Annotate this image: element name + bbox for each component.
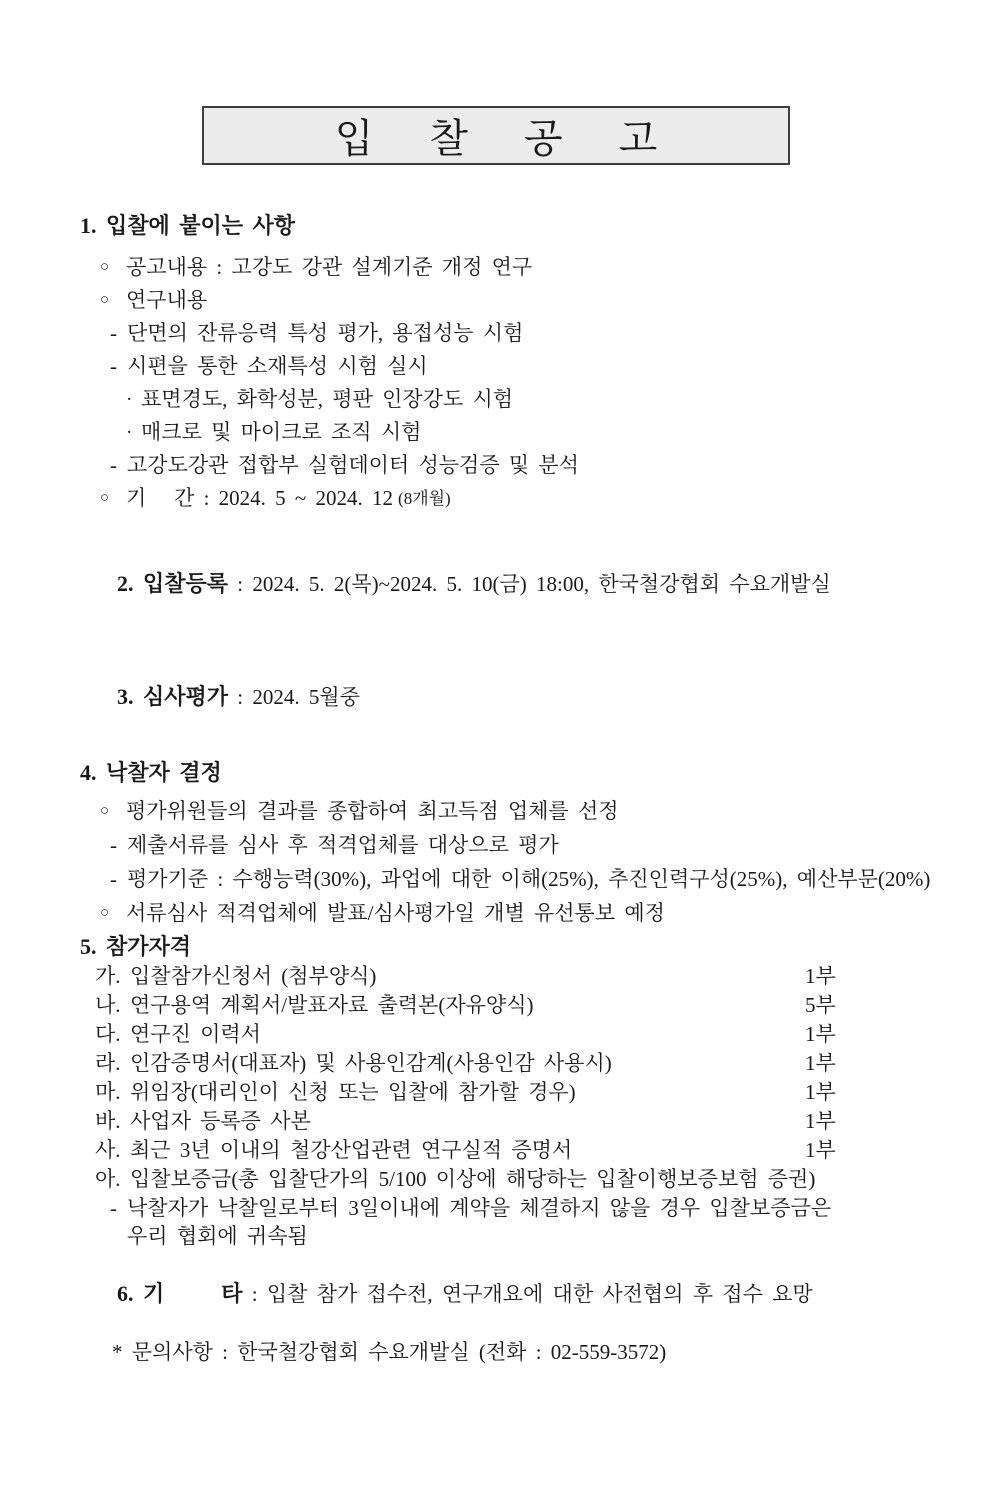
title-box [202, 106, 790, 165]
dash-bullet: - [110, 1196, 117, 1220]
list-item-text: 제출서류를 심사 후 적격업체를 대상으로 평가 [127, 833, 559, 857]
list-item-text: 연구내용 [126, 288, 208, 312]
list-item-text: 시편을 통한 소재특성 시험 실시 [127, 354, 428, 378]
row-label: 바. [95, 1109, 121, 1133]
note-text: 낙찰자가 낙찰일로부터 3일이내에 계약을 체결하지 않을 경우 입찰보증금은 [127, 1196, 832, 1220]
circle-bullet: ○ [100, 905, 110, 921]
dot-bullet: · [126, 389, 133, 410]
section-2-line [80, 534, 952, 634]
dash-bullet: - [110, 453, 117, 477]
row-label: 다. [95, 1022, 121, 1046]
dash-bullet: - [110, 867, 117, 891]
row-text: 입찰보증금(총 입찰단가의 5/100 이상에 해당하는 입찰이행보증보험 증권) [130, 1167, 816, 1191]
section-6-line [80, 1250, 952, 1338]
requirement-row [95, 991, 952, 1020]
list-item-text: 서류심사 적격업체에 발표/심사평가일 개별 유선통보 예정 [126, 901, 665, 925]
section-5-list [80, 962, 952, 1250]
deposit-note-line-2: 우리 협회에 귀속됨 [127, 1224, 308, 1248]
row-copies: 1부 [805, 1051, 836, 1075]
section-2-value: : 2024. 5. 2(목)~2024. 5. 10(금) 18:00, 한국철강협회 수요개발실 [228, 572, 831, 596]
section-2-label: 2. 입찰등록 [117, 571, 229, 596]
list-item [110, 449, 952, 482]
row-copies: 5부 [805, 993, 836, 1017]
list-item [100, 482, 952, 515]
row-label: 가. [95, 964, 121, 988]
circle-bullet: ○ [100, 803, 110, 819]
row-copies: 1부 [805, 1080, 836, 1104]
list-item-text: 매크로 및 마이크로 조직 시험 [141, 420, 422, 444]
list-item [100, 896, 952, 930]
section-1-list [80, 251, 952, 515]
row-copies: 1부 [805, 1022, 836, 1046]
list-item [110, 828, 952, 862]
section-1-heading: 1. 입찰에 붙이는 사항 [80, 213, 296, 238]
dash-bullet: - [110, 354, 117, 378]
contact-note: * 문의사항 : 한국철강협회 수요개발실 (전화 : 02-559-3572) [112, 1340, 667, 1364]
row-text: 사업자 등록증 사본 [130, 1109, 311, 1133]
document-page [0, 106, 992, 1509]
deposit-note-line-1 [110, 1194, 952, 1222]
list-item-text: 단면의 잔류응력 특성 평가, 용접성능 시험 [127, 321, 524, 345]
list-item-text: 공고내용 : 고강도 강관 설계기준 개정 연구 [126, 255, 533, 279]
list-item [110, 862, 952, 896]
list-item [110, 317, 952, 350]
list-item [100, 794, 952, 828]
page-title: 입찰공고 [334, 116, 714, 161]
list-item [100, 251, 952, 284]
dash-bullet: - [110, 833, 117, 857]
section-3-label: 3. 심사평가 [117, 684, 229, 709]
list-item [126, 383, 952, 416]
row-text: 인감증명서(대표자) 및 사용인감계(사용인감 사용시) [130, 1051, 612, 1075]
row-label: 아. [95, 1167, 121, 1191]
list-item [110, 350, 952, 383]
list-item-text: 기 간 : 2024. 5 ~ 2024. 12 [126, 486, 394, 510]
requirement-row [95, 1136, 952, 1165]
list-item [100, 284, 952, 317]
section-6-value: : 입찰 참가 접수전, 연구개요에 대한 사전협의 후 접수 요망 [242, 1282, 813, 1306]
row-copies: 1부 [805, 964, 836, 988]
dash-bullet: - [110, 321, 117, 345]
row-label: 라. [95, 1051, 121, 1075]
requirement-row [95, 1078, 952, 1107]
requirement-row [95, 1020, 952, 1049]
row-label: 사. [95, 1138, 121, 1162]
requirement-row [95, 962, 952, 991]
duration-note: (8개월) [398, 489, 451, 508]
row-text: 위임장(대리인이 신청 또는 입찰에 참가할 경우) [130, 1080, 576, 1104]
row-text: 연구용역 계획서/발표자료 출력본(자유양식) [130, 993, 534, 1017]
section-4-heading: 4. 낙찰자 결정 [80, 760, 222, 785]
circle-bullet: ○ [100, 292, 110, 308]
section-4-list [80, 794, 952, 930]
list-item-text: 표면경도, 화학성분, 평판 인장강도 시험 [141, 387, 514, 411]
dot-bullet: · [126, 422, 133, 443]
circle-bullet: ○ [100, 490, 110, 506]
row-text: 입찰참가신청서 (첨부양식) [130, 964, 377, 988]
row-label: 나. [95, 993, 121, 1017]
section-6-label: 6. 기 타 [117, 1281, 243, 1306]
row-label: 마. [95, 1080, 121, 1104]
list-item-text: 고강도강관 접합부 실험데이터 성능검증 및 분석 [127, 453, 579, 477]
row-copies: 1부 [805, 1109, 836, 1133]
row-text: 연구진 이력서 [130, 1022, 261, 1046]
section-5-heading: 5. 참가자격 [80, 934, 192, 959]
requirement-row [95, 1165, 952, 1194]
list-item-text: 평가기준 : 수행능력(30%), 과업에 대한 이해(25%), 추진인력구성(25%), 예산부문(20%) [127, 867, 931, 891]
row-text: 최근 3년 이내의 철강산업관련 연구실적 증명서 [130, 1138, 573, 1162]
list-item-text: 평가위원들의 결과를 종합하여 최고득점 업체를 선정 [126, 799, 619, 823]
row-copies: 1부 [805, 1138, 836, 1162]
list-item [126, 416, 952, 449]
requirement-row [95, 1049, 952, 1078]
requirement-row [95, 1107, 952, 1136]
circle-bullet: ○ [100, 259, 110, 275]
section-3-line [80, 647, 952, 747]
section-3-value: : 2024. 5월중 [228, 685, 360, 709]
